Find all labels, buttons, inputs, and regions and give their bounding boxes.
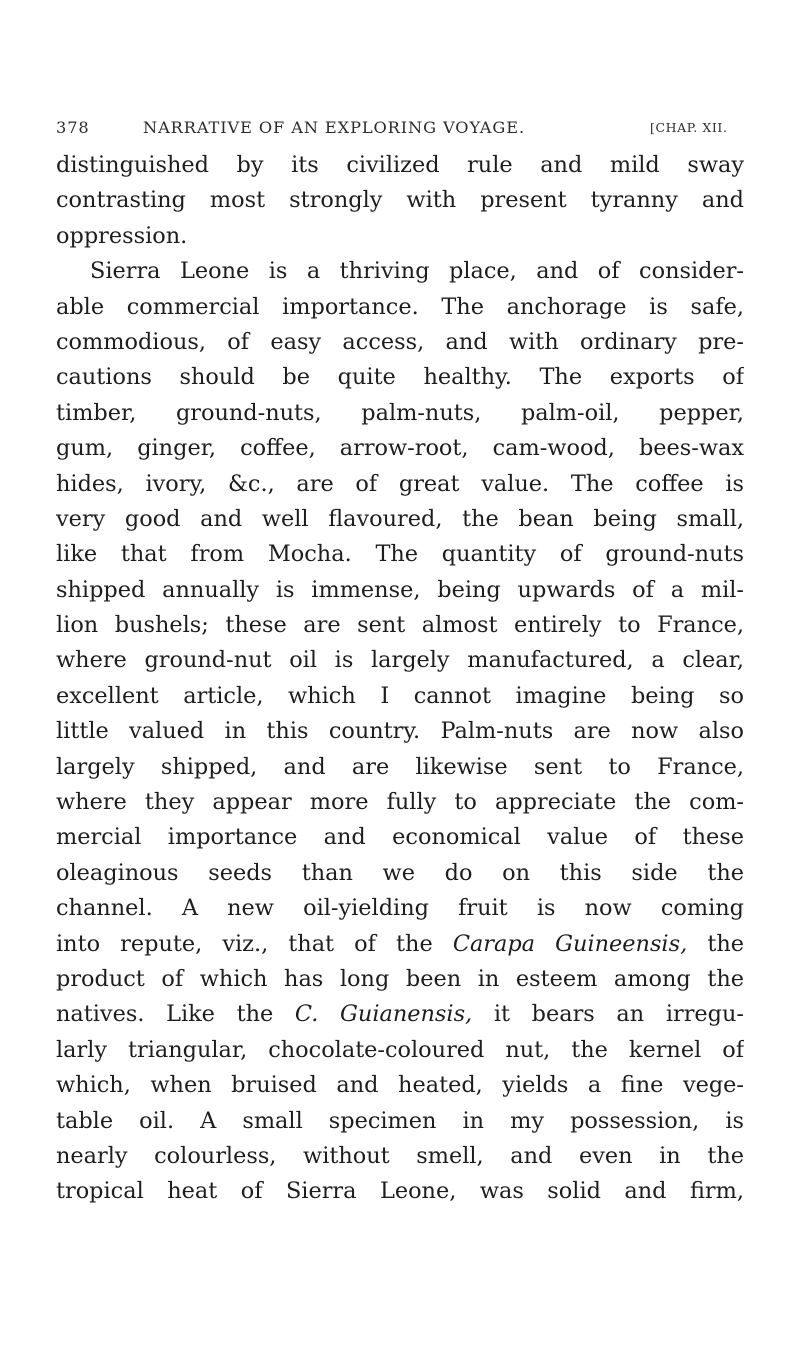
text-line: channel. A new oil-yielding fruit is now coming <box>56 895 744 922</box>
chapter-marker: [CHAP. XII. <box>650 120 728 135</box>
text-line: Sierra Leone is a thriving place, and of consider- <box>90 258 744 285</box>
line-text: natives. Like the <box>56 1001 295 1028</box>
text-line: tropical heat of Sierra Leone, was solid and firm, <box>56 1178 744 1205</box>
text-line: hides, ivory, &c., are of great value. The coffee is <box>56 470 744 497</box>
text-line: very good and well flavoured, the bean being small, <box>56 505 744 532</box>
line-text: the <box>687 930 744 957</box>
text-line <box>56 997 744 1032</box>
body-text <box>56 148 744 1210</box>
text-line: commodious, of easy access, and with ordinary pre- <box>56 328 744 355</box>
text-line: where ground-nut oil is largely manufactured, a clear, <box>56 647 744 674</box>
running-head <box>56 113 746 143</box>
text-line: timber, ground-nuts, palm-nuts, palm-oil, pepper, <box>56 399 744 426</box>
text-line <box>56 927 744 962</box>
text-line: oppression. <box>56 222 188 249</box>
text-line: like that from Mocha. The quantity of ground-nuts <box>56 541 744 568</box>
text-line: contrasting most strongly with present tyranny and <box>56 187 744 214</box>
line-text: into repute, viz., that of the <box>56 930 453 957</box>
text-line: mercial importance and economical value of these <box>56 824 744 851</box>
text-line: distinguished by its civilized rule and mild sway <box>56 152 744 178</box>
text-line: excellent article, which I cannot imagine being so <box>56 682 744 709</box>
text-line: able commercial importance. The anchorage is safe, <box>56 293 744 320</box>
text-line: cautions should be quite healthy. The exports of <box>56 364 744 391</box>
text-line: shipped annually is immense, being upwards of a mil- <box>56 576 744 603</box>
text-line: which, when bruised and heated, yields a fine vege- <box>56 1072 744 1099</box>
text-line: little valued in this country. Palm-nuts are now also <box>56 718 744 745</box>
species-name: C. Guianensis, <box>294 1001 473 1028</box>
species-name: Carapa Guineensis, <box>452 930 688 957</box>
text-line: table oil. A small specimen in my possession, is <box>56 1107 744 1134</box>
text-line: nearly colourless, without smell, and even in the <box>56 1142 744 1169</box>
text-line: oleaginous seeds than we do on this side the <box>56 859 744 886</box>
text-line: gum, ginger, coffee, arrow-root, cam-wood, bees-wax <box>56 435 744 462</box>
text-line: lion bushels; these are sent almost entirely to France, <box>56 612 744 639</box>
text-line: largely shipped, and are likewise sent to France, <box>56 753 744 780</box>
text-line: product of which has long been in esteem among the <box>56 965 744 992</box>
page-number: 378 <box>56 118 90 137</box>
line-text: it bears an irregu- <box>472 1001 744 1028</box>
text-line: larly triangular, chocolate-coloured nut, the kernel of <box>56 1036 744 1063</box>
text-line: where they appear more fully to appreciate the com- <box>56 789 744 816</box>
running-title: NARRATIVE OF AN EXPLORING VOYAGE. <box>143 118 525 137</box>
